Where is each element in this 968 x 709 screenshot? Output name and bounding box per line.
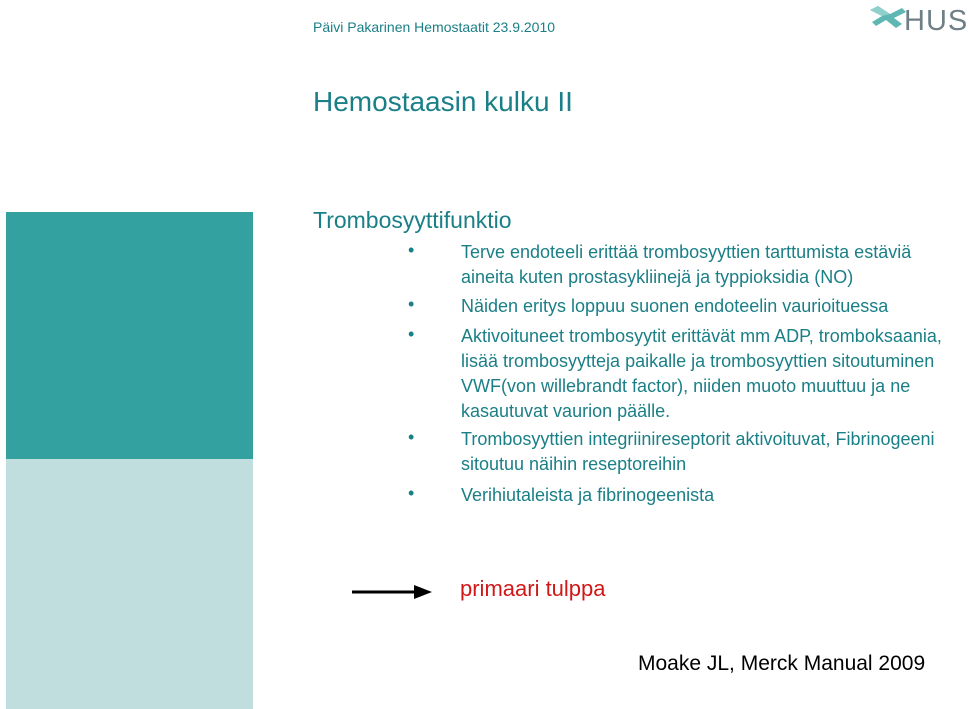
section-heading: Trombosyyttifunktio: [313, 207, 512, 233]
header-author-line: Päivi Pakarinen Hemostaatit 23.9.2010: [313, 19, 556, 35]
decorative-bar-dark: [6, 212, 253, 459]
decorative-bar-light: [6, 459, 253, 709]
bullet-text: Aktivoituneet trombosyytit erittävät mm ADP, tromboksaania, lisää trombosyytteja paikalle ja trombosyyttien sitoutuminen VWF(von willebrandt factor), niiden muoto muuttuu ja ne kasautuvat vaurion päälle.: [461, 326, 942, 421]
bullet-text: Verihiutaleista ja fibrinogeenista: [461, 485, 715, 505]
bullet-item: [408, 324, 948, 424]
hus-logo-mark: [870, 6, 906, 28]
bullet-list: [408, 240, 948, 508]
bullet-text: Näiden eritys loppuu suonen endoteelin vaurioituessa: [461, 296, 889, 316]
bullet-text: Terve endoteeli erittää trombosyyttien tarttumista estäviä aineita kuten prostasykliinejä ja typpioksidia (NO): [461, 242, 912, 287]
bullet-item: [408, 483, 948, 508]
right-arrow-icon: [352, 584, 432, 600]
bullet-text: Trombosyyttien integriinireseptorit aktivoituvat, Fibrinogeeni sitoutuu näihin reseptoreihin: [461, 429, 935, 474]
bullet-dot-icon: •: [408, 324, 415, 344]
logo-text: HUS: [904, 5, 968, 37]
bullet-dot-icon: •: [408, 483, 415, 503]
result-text: primaari tulppa: [460, 576, 606, 601]
bullet-dot-icon: •: [408, 427, 415, 447]
bullet-item: [408, 294, 948, 319]
page-title: Hemostaasin kulku II: [313, 86, 573, 117]
bullet-dot-icon: •: [408, 294, 415, 314]
bullet-item: [408, 240, 948, 290]
citation: Moake JL, Merck Manual 2009: [638, 652, 926, 675]
bullet-item: [408, 427, 948, 477]
bullet-dot-icon: •: [408, 240, 415, 260]
